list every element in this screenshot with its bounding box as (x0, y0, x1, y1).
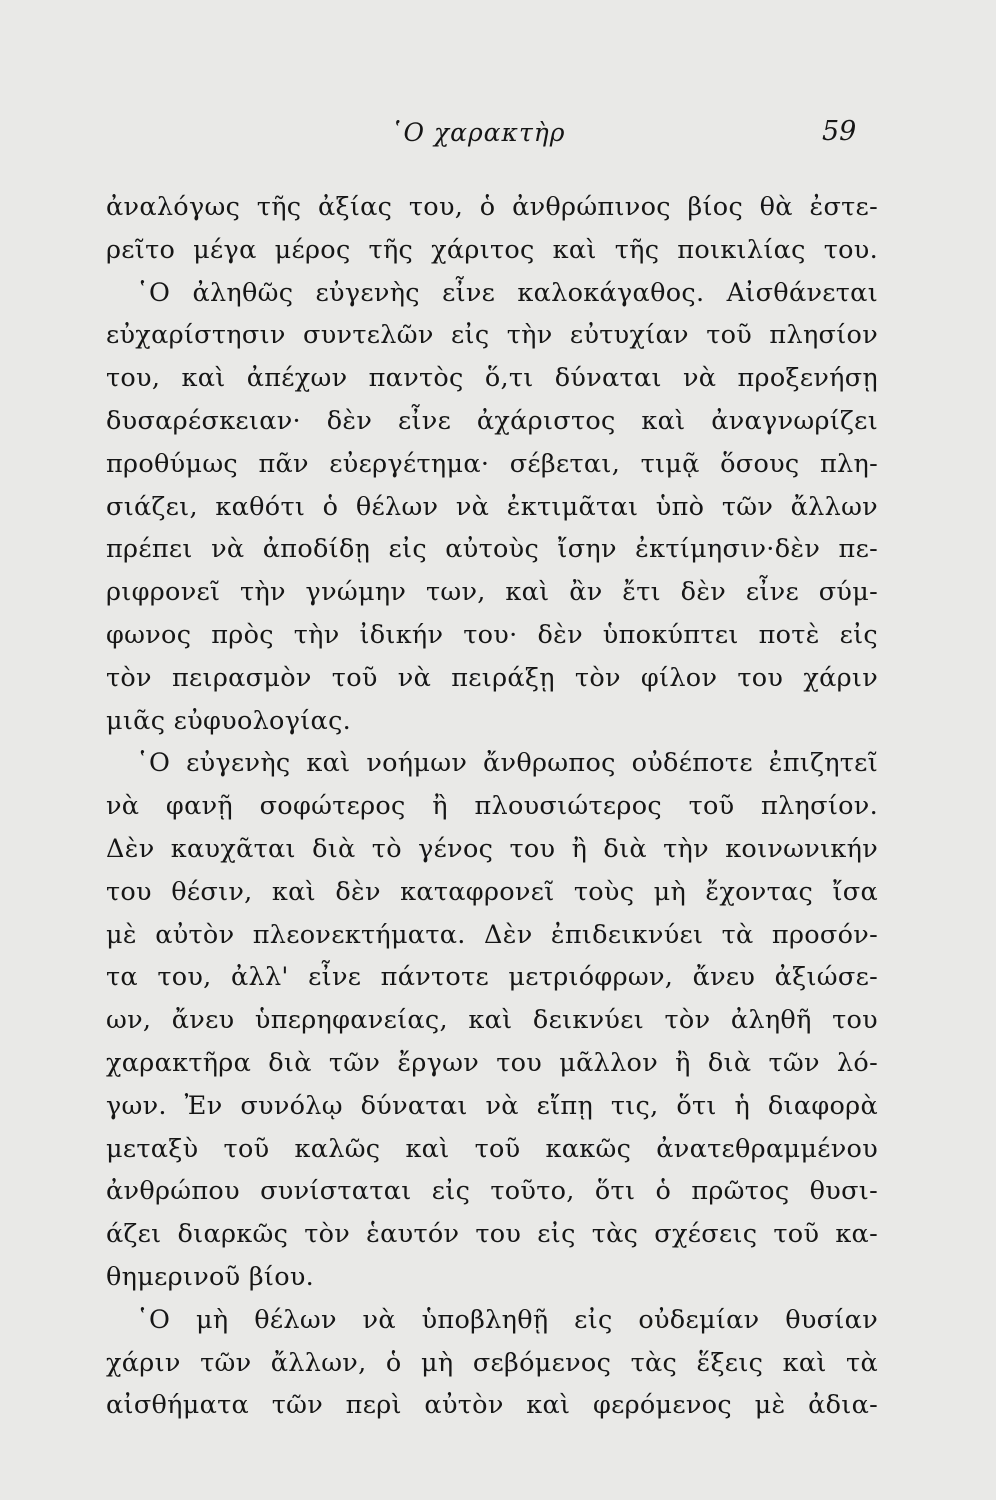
text-line: αἰσθήματα τῶν περὶ αὐτὸν καὶ φερόμενος μὲ ἀδια- (106, 1390, 878, 1421)
text-line: άζει διαρκῶς τὸν ἑαυτόν του εἰς τὰς σχέσεις τοῦ κα- (106, 1219, 878, 1250)
text-line: ἀναλόγως τῆς ἀξίας του, ὁ ἀνθρώπινος βίος θὰ ἐστε- (106, 192, 878, 222)
text-line: ριφρονεῖ τὴν γνώμην των, καὶ ἂν ἔτι δὲν εἶνε σύμ- (106, 577, 878, 608)
text-line: μεταξὺ τοῦ καλῶς καὶ τοῦ κακῶς ἀνατεθραμμένου (106, 1133, 878, 1164)
text-line: του θέσιν, καὶ δὲν καταφρονεῖ τοὺς μὴ ἔχοντας ἴσα (106, 876, 878, 907)
text-line: προθύμως πᾶν εὐεργέτημα· σέβεται, τιμᾷ ὅσους πλη- (106, 448, 878, 479)
text-line: γων. Ἐν συνόλῳ δύναται νὰ εἴπῃ τις, ὅτι ἡ διαφορὰ (106, 1090, 878, 1121)
body-text (106, 186, 878, 1427)
page-number: 59 (822, 116, 857, 147)
text-line: εὐχαρίστησιν συντελῶν εἰς τὴν εὐτυχίαν τοῦ πλησίον (106, 320, 878, 351)
text-line: μὲ αὐτὸν πλεονεκτήματα. Δὲν ἐπιδεικνύει τὰ προσόν- (106, 919, 878, 950)
paragraph-start-line: ῾Ο εὐγενὴς καὶ νοήμων ἄνθρωπος οὐδέποτε ἐπιζητεῖ (136, 748, 878, 779)
text-line: ἀνθρώπου συνίσταται εἰς τοῦτο, ὅτι ὁ πρῶτος θυσι- (106, 1176, 878, 1207)
text-line: νὰ φανῇ σοφώτερος ἢ πλουσιώτερος τοῦ πλησίον. (106, 791, 878, 822)
paragraph-start-line: ῾Ο μὴ θέλων νὰ ὑποβληθῇ εἰς οὐδεμίαν θυσίαν (136, 1304, 878, 1335)
paragraph-end-line: θημερινοῦ βίου. (106, 1261, 315, 1292)
paragraph-end-line: μιᾶς εὐφυολογίας. (106, 705, 352, 736)
paragraph-start-line: ῾Ο ἀληθῶς εὐγενὴς εἶνε καλοκάγαθος. Αἰσθάνεται (136, 277, 878, 308)
text-line: του, καὶ ἀπέχων παντὸς ὅ,τι δύναται νὰ προξενήσῃ (106, 363, 878, 394)
text-line: δυσαρέσκειαν· δὲν εἶνε ἀχάριστος καὶ ἀναγνωρίζει (106, 405, 878, 436)
text-line: πρέπει νὰ ἀποδίδῃ εἰς αὐτοὺς ἴσην ἐκτίμησιν·δὲν πε- (106, 534, 878, 565)
text-line: Δὲν καυχᾶται διὰ τὸ γένος του ἢ διὰ τὴν κοινωνικήν (106, 833, 878, 864)
running-title: ῾Ο χαρακτὴρ (390, 118, 566, 147)
text-line: χαρακτῆρα διὰ τῶν ἔργων του μᾶλλον ἢ διὰ τῶν λό- (106, 1047, 878, 1078)
text-line: ρεῖτο μέγα μέρος τῆς χάριτος καὶ τῆς ποικιλίας του. (106, 234, 878, 265)
text-line: ων, ἄνευ ὑπερηφανείας, καὶ δεικνύει τὸν ἀληθῆ του (106, 1005, 878, 1036)
text-line: φωνος πρὸς τὴν ἰδικήν του· δὲν ὑποκύπτει ποτὲ εἰς (106, 619, 878, 650)
text-line: σιάζει, καθότι ὁ θέλων νὰ ἐκτιμᾶται ὑπὸ τῶν ἄλλων (106, 491, 878, 522)
text-line: τὸν πειρασμὸν τοῦ νὰ πειράξῃ τὸν φίλον του χάριν (106, 662, 878, 693)
running-head (0, 118, 996, 154)
text-line: τα του, ἀλλ' εἶνε πάντοτε μετριόφρων, ἄνευ ἀξιώσε- (106, 962, 878, 993)
text-line: χάριν τῶν ἄλλων, ὁ μὴ σεβόμενος τὰς ἕξεις καὶ τὰ (106, 1347, 878, 1378)
